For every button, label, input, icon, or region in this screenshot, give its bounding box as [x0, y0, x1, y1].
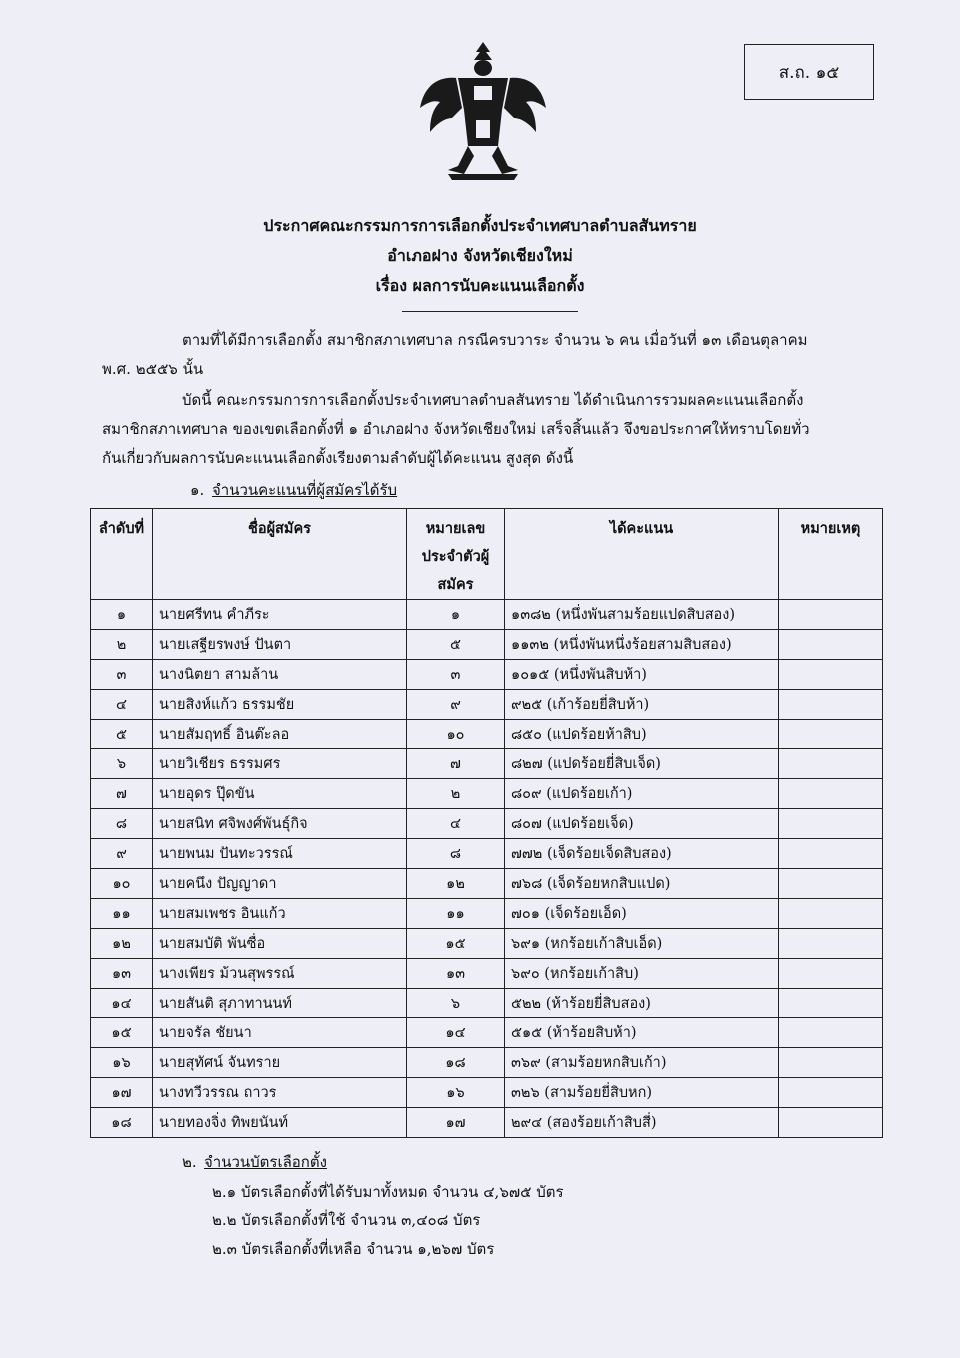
table-row [91, 689, 883, 719]
cell-score: ๙๒๕ (เก้าร้อยยี่สิบห้า) [505, 689, 779, 719]
table-row [91, 839, 883, 869]
cell-order: ๑๘ [91, 1108, 153, 1138]
table-row [91, 1078, 883, 1108]
table-row [91, 1108, 883, 1138]
ballots-remaining: ๒.๓ บัตรเลือกตั้งที่เหลือ จำนวน ๑,๒๖๗ บัตร [212, 1240, 495, 1258]
cell-order: ๑๐ [91, 869, 153, 899]
heading-line-2: อำเภอฝาง จังหวัดเชียงใหม่ [387, 246, 573, 265]
cell-remarks [779, 629, 883, 659]
cell-score: ๖๙๐ (หกร้อยเก้าสิบ) [505, 958, 779, 988]
cell-score: ๑๐๑๕ (หนึ่งพันสิบห้า) [505, 659, 779, 689]
table-row [91, 719, 883, 749]
cell-score: ๕๒๒ (ห้าร้อยยี่สิบสอง) [505, 988, 779, 1018]
cell-candidate-name: นายสันติ สุภาทานนท์ [153, 988, 407, 1018]
cell-score: ๓๒๖ (สามร้อยยี่สิบหก) [505, 1078, 779, 1108]
cell-remarks [779, 1018, 883, 1048]
cell-score: ๘๒๗ (แปดร้อยยี่สิบเจ็ด) [505, 749, 779, 779]
cell-score: ๒๙๔ (สองร้อยเก้าสิบสี่) [505, 1108, 779, 1138]
cell-order: ๖ [91, 749, 153, 779]
cell-order: ๑๗ [91, 1078, 153, 1108]
header-remarks: หมายเหตุ [779, 509, 883, 600]
cell-order: ๑๔ [91, 988, 153, 1018]
cell-candidate-number: ๓ [407, 659, 505, 689]
header-candidate-name: ชื่อผู้สมัคร [153, 509, 407, 600]
paragraph-1-line-2: พ.ศ. ๒๕๕๖ นั้น [102, 360, 204, 378]
paragraph-2-line-1: บัดนี้ คณะกรรมการการเลือกตั้งประจำเทศบาลตำบลสันทราย ได้ดำเนินการรวมผลคะแนนเลือกตั้ง [182, 391, 804, 409]
cell-candidate-number: ๕ [407, 629, 505, 659]
table-row [91, 600, 883, 630]
cell-score: ๑๓๘๒ (หนึ่งพันสามร้อยแปดสิบสอง) [505, 600, 779, 630]
cell-candidate-number: ๑๖ [407, 1078, 505, 1108]
table-row [91, 629, 883, 659]
cell-candidate-number: ๑๑ [407, 898, 505, 928]
cell-candidate-number: ๒ [407, 779, 505, 809]
paragraph-2-line-2: สมาชิกสภาเทศบาล ของเขตเลือกตั้งที่ ๑ อำเภอฝาง จังหวัดเชียงใหม่ เสร็จสิ้นแล้ว จึงขอประกาศให้ทราบโดยทั่ว [102, 420, 810, 438]
table-row [91, 988, 883, 1018]
cell-remarks [779, 1078, 883, 1108]
cell-candidate-name: นายเสฐียรพงษ์ ปันตา [153, 629, 407, 659]
cell-remarks [779, 809, 883, 839]
cell-candidate-number: ๑๒ [407, 869, 505, 899]
header-order: ลำดับที่ [91, 509, 153, 600]
cell-candidate-name: นายสมบัติ พันซื่อ [153, 928, 407, 958]
table-row [91, 928, 883, 958]
cell-candidate-name: นายพนม ปันทะวรรณ์ [153, 839, 407, 869]
cell-remarks [779, 898, 883, 928]
table-row [91, 958, 883, 988]
cell-candidate-name: นางเพียร ม้วนสุพรรณ์ [153, 958, 407, 988]
header-candidate-number: หมายเลขประจำตัวผู้สมัคร [407, 509, 505, 600]
table-row [91, 1048, 883, 1078]
cell-candidate-name: นายจรัล ชัยนา [153, 1018, 407, 1048]
paragraph-1-line-1: ตามที่ได้มีการเลือกตั้ง สมาชิกสภาเทศบาล กรณีครบวาระ จำนวน ๖ คน เมื่อวันที่ ๑๓ เดือนตุลาคม [182, 331, 808, 349]
table-row [91, 779, 883, 809]
cell-candidate-name: นายสิงห์แก้ว ธรรมชัย [153, 689, 407, 719]
cell-candidate-number: ๑๗ [407, 1108, 505, 1138]
cell-candidate-number: ๑๓ [407, 958, 505, 988]
table-row [91, 898, 883, 928]
cell-score: ๘๐๗ (แปดร้อยเจ็ด) [505, 809, 779, 839]
cell-order: ๑๖ [91, 1048, 153, 1078]
cell-remarks [779, 719, 883, 749]
cell-order: ๑ [91, 600, 153, 630]
cell-remarks [779, 1108, 883, 1138]
heading-line-3: เรื่อง ผลการนับคะแนนเลือกตั้ง [375, 276, 585, 295]
table-row [91, 809, 883, 839]
cell-order: ๗ [91, 779, 153, 809]
cell-score: ๑๑๓๒ (หนึ่งพันหนึ่งร้อยสามสิบสอง) [505, 629, 779, 659]
header-score: ได้คะแนน [505, 509, 779, 600]
cell-order: ๕ [91, 719, 153, 749]
cell-remarks [779, 839, 883, 869]
cell-candidate-name: นายสมเพชร อินแก้ว [153, 898, 407, 928]
ballots-used: ๒.๒ บัตรเลือกตั้งที่ใช้ จำนวน ๓,๔๐๘ บัตร [212, 1211, 481, 1229]
cell-score: ๘๕๐ (แปดร้อยห้าสิบ) [505, 719, 779, 749]
cell-remarks [779, 928, 883, 958]
table-body [91, 600, 883, 1138]
cell-remarks [779, 659, 883, 689]
cell-candidate-name: นายอุดร ปุ๊ดขัน [153, 779, 407, 809]
cell-candidate-number: ๘ [407, 839, 505, 869]
table-row [91, 749, 883, 779]
form-code: ส.ถ. ๑๕ [778, 62, 840, 83]
cell-candidate-number: ๗ [407, 749, 505, 779]
cell-candidate-number: ๑๘ [407, 1048, 505, 1078]
table-header-row [91, 509, 883, 600]
cell-remarks [779, 988, 883, 1018]
cell-candidate-name: นายวิเชียร ธรรมศร [153, 749, 407, 779]
cell-candidate-number: ๑๐ [407, 719, 505, 749]
cell-candidate-number: ๔ [407, 809, 505, 839]
cell-remarks [779, 869, 883, 899]
cell-score: ๓๖๙ (สามร้อยหกสิบเก้า) [505, 1048, 779, 1078]
cell-remarks [779, 779, 883, 809]
section-2-number: ๒. [182, 1153, 197, 1171]
cell-order: ๓ [91, 659, 153, 689]
cell-score: ๗๖๘ (เจ็ดร้อยหกสิบแปด) [505, 869, 779, 899]
cell-candidate-name: นายสนิท ศจิพงศ์พันธุ์กิจ [153, 809, 407, 839]
cell-remarks [779, 600, 883, 630]
cell-candidate-number: ๑ [407, 600, 505, 630]
cell-score: ๗๐๑ (เจ็ดร้อยเอ็ด) [505, 898, 779, 928]
paragraph-2-line-3: กันเกี่ยวกับผลการนับคะแนนเลือกตั้งเรียงตามลำดับผู้ได้คะแนน สูงสุด ดังนี้ [102, 449, 574, 467]
cell-order: ๑๒ [91, 928, 153, 958]
section-1-title: จำนวนคะแนนที่ผู้สมัครได้รับ [212, 481, 398, 499]
heading-divider [402, 311, 578, 312]
cell-remarks [779, 1048, 883, 1078]
table-row [91, 659, 883, 689]
cell-score: ๗๗๒ (เจ็ดร้อยเจ็ดสิบสอง) [505, 839, 779, 869]
cell-candidate-name: นายสัมฤทธิ์ อินต๊ะลอ [153, 719, 407, 749]
vote-results-table [90, 508, 883, 1138]
cell-score: ๕๑๕ (ห้าร้อยสิบห้า) [505, 1018, 779, 1048]
section-2-title: จำนวนบัตรเลือกตั้ง [204, 1153, 327, 1171]
cell-order: ๙ [91, 839, 153, 869]
cell-score: ๘๐๙ (แปดร้อยเก้า) [505, 779, 779, 809]
cell-remarks [779, 749, 883, 779]
table-row [91, 1018, 883, 1048]
cell-order: ๑๓ [91, 958, 153, 988]
heading-line-1: ประกาศคณะกรรมการการเลือกตั้งประจำเทศบาลตำบลสันทราย [263, 216, 697, 235]
cell-candidate-name: นางนิตยา สามล้าน [153, 659, 407, 689]
cell-candidate-name: นายศรีทน คำภีระ [153, 600, 407, 630]
cell-candidate-name: นางทวีวรรณ ถาวร [153, 1078, 407, 1108]
cell-candidate-name: นายสุทัศน์ จันทราย [153, 1048, 407, 1078]
ballots-received: ๒.๑ บัตรเลือกตั้งที่ได้รับมาทั้งหมด จำนวน ๔,๖๗๕ บัตร [212, 1183, 564, 1201]
cell-order: ๑๑ [91, 898, 153, 928]
cell-candidate-number: ๑๕ [407, 928, 505, 958]
cell-order: ๒ [91, 629, 153, 659]
form-code-box [744, 44, 874, 100]
cell-candidate-name: นายคนึง ปัญญาดา [153, 869, 407, 899]
cell-candidate-number: ๙ [407, 689, 505, 719]
garuda-emblem-icon [418, 38, 548, 188]
cell-remarks [779, 689, 883, 719]
cell-candidate-number: ๑๔ [407, 1018, 505, 1048]
cell-score: ๖๙๑ (หกร้อยเก้าสิบเอ็ด) [505, 928, 779, 958]
cell-candidate-number: ๖ [407, 988, 505, 1018]
section-1-number: ๑. [190, 481, 205, 499]
cell-order: ๘ [91, 809, 153, 839]
cell-order: ๑๕ [91, 1018, 153, 1048]
cell-order: ๔ [91, 689, 153, 719]
cell-remarks [779, 958, 883, 988]
table-row [91, 869, 883, 899]
cell-candidate-name: นายทองจิ่ง ทิพยนันท์ [153, 1108, 407, 1138]
